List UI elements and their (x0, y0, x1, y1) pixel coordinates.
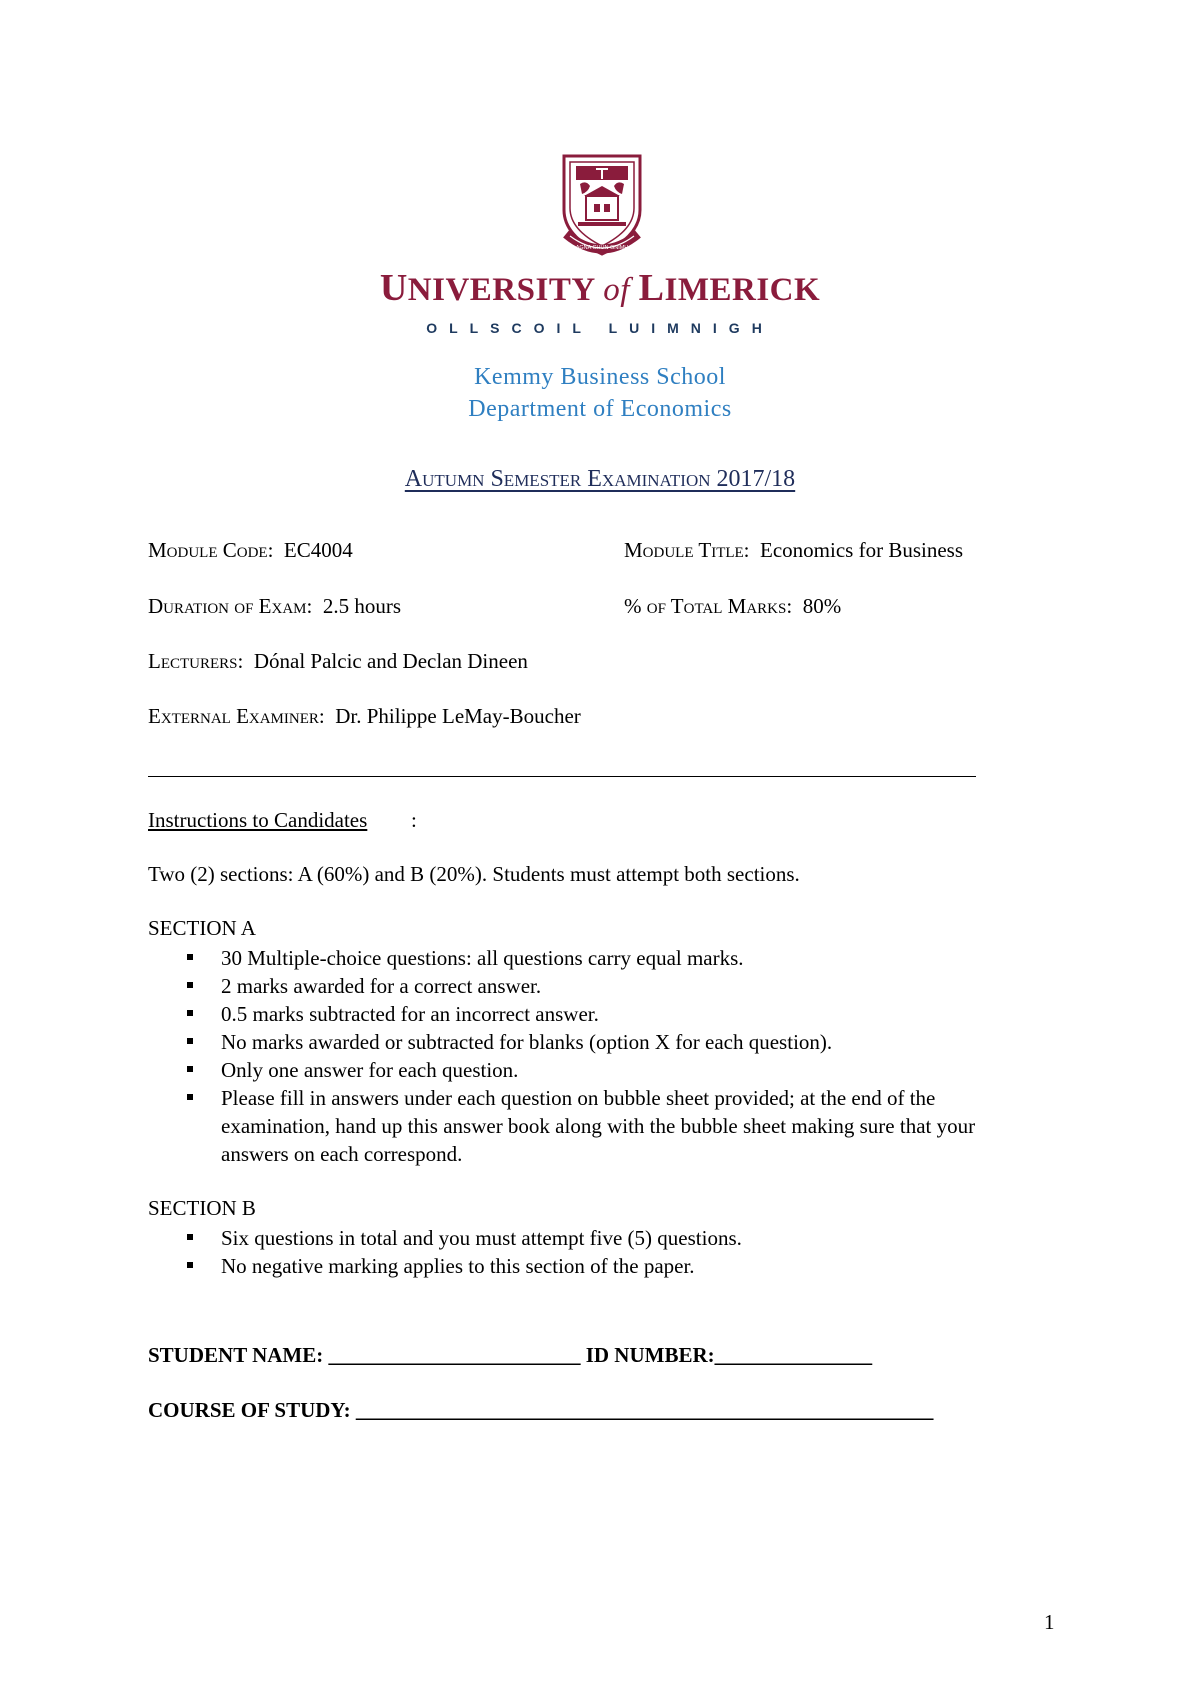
instructions-intro: Two (2) sections: A (60%) and B (20%). Students must attempt both sections. (148, 862, 800, 886)
school-name: Kemmy Business School (474, 364, 726, 390)
list-item: 30 Multiple-choice questions: all questions carry equal marks. (148, 944, 1048, 972)
marks-label: % of Total Marks: (624, 594, 793, 618)
student-name-label: STUDENT NAME: (148, 1343, 324, 1367)
list-item: No negative marking applies to this section of the paper. (148, 1252, 1048, 1280)
student-name-field (148, 1343, 872, 1368)
module-code-value: EC4004 (283, 538, 353, 562)
section-b-list (148, 1224, 1048, 1280)
university-name-irish: OLLSCOIL LUIMNIGH (426, 320, 774, 336)
list-item: 2 marks awarded for a correct answer. (148, 972, 1048, 1000)
module-code (148, 538, 353, 563)
duration-value: 2.5 hours (322, 594, 402, 618)
external-examiner-label: External Examiner: (148, 704, 325, 728)
id-number-blank[interactable]: _______________ (714, 1343, 873, 1367)
course-label: COURSE OF STUDY: (148, 1398, 351, 1422)
module-title (624, 538, 963, 563)
list-item: Please fill in answers under each question on bubble sheet provided; at the end of the examination, hand up this answer book along with the bubble sheet making sure that your answers on each correspond. (148, 1084, 1001, 1168)
exam-title: Autumn Semester Examination 2017/18 (404, 466, 796, 492)
list-item: Six questions in total and you must attempt five (5) questions. (148, 1224, 1048, 1252)
student-name-blank[interactable]: ________________________ (328, 1343, 581, 1367)
university-name: UNIVERSITY of LIMERICK (379, 267, 821, 309)
id-number-label: ID NUMBER: (585, 1343, 715, 1367)
department-name: Department of Economics (468, 396, 732, 422)
module-title-value: Economics for Business (760, 538, 963, 562)
university-crest-logo (556, 152, 648, 258)
course-of-study-field (148, 1398, 933, 1423)
external-examiner (148, 704, 581, 729)
module-code-label: Module Code: (148, 538, 274, 562)
external-examiner-value: Dr. Philippe LeMay-Boucher (335, 704, 581, 728)
total-marks (624, 594, 841, 619)
marks-value: 80% (802, 594, 842, 618)
section-a-list (148, 944, 1048, 1168)
page-number: 1 (1044, 1610, 1055, 1634)
exam-duration (148, 594, 401, 619)
instructions-heading-colon: : (411, 808, 417, 832)
module-title-label: Module Title: (624, 538, 750, 562)
divider-line (148, 776, 976, 777)
instructions-heading: Instructions to Candidates (148, 808, 368, 832)
section-a-title: SECTION A (148, 916, 256, 940)
svg-text:AGNA CHUN GNIMH: AGNA CHUN GNIMH (575, 245, 629, 251)
list-item: Only one answer for each question. (148, 1056, 1048, 1084)
lecturers (148, 649, 528, 674)
course-blank[interactable]: _______________________________________________________ (355, 1398, 934, 1422)
lecturers-label: Lecturers: (148, 649, 244, 673)
list-item: 0.5 marks subtracted for an incorrect answer. (148, 1000, 1048, 1028)
duration-label: Duration of Exam: (148, 594, 313, 618)
lecturers-value: Dónal Palcic and Declan Dineen (253, 649, 528, 673)
list-item: No marks awarded or subtracted for blanks (option X for each question). (148, 1028, 1048, 1056)
section-b-title: SECTION B (148, 1196, 256, 1220)
